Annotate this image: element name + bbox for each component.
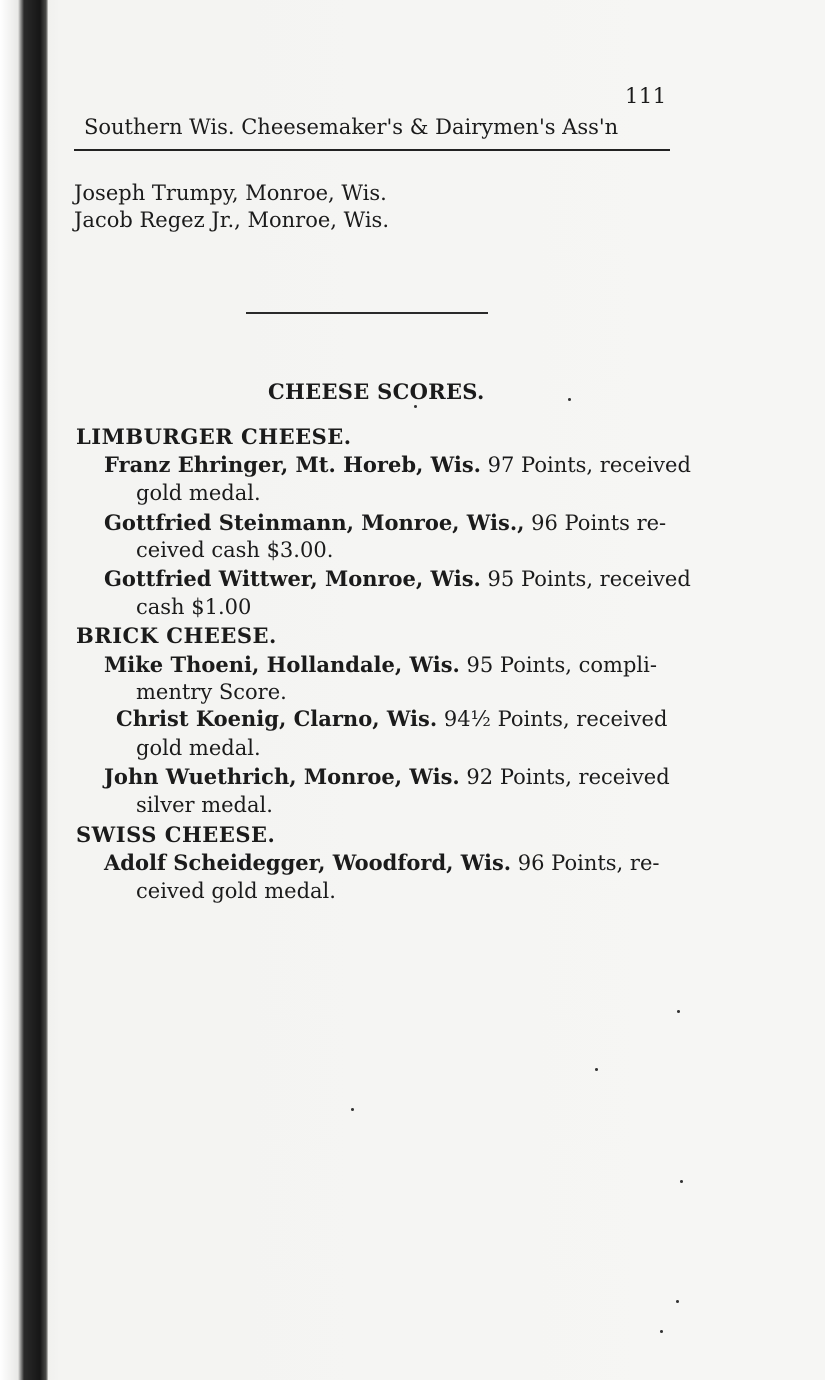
score-entry-line2: ceived cash $3.00.: [136, 538, 334, 562]
paper-speck: [680, 1180, 683, 1183]
paper-speck: [676, 1300, 679, 1303]
entrant-name: Adolf Scheidegger, Woodford, Wis.: [104, 850, 512, 875]
score-entry-line1: [104, 510, 666, 535]
entrant-name: Mike Thoeni, Hollandale, Wis.: [104, 652, 460, 677]
section-title: CHEESE SCORES.: [268, 379, 485, 404]
page-number: 111: [625, 84, 667, 108]
score-text: 94½ Points, received: [437, 707, 668, 731]
score-text: 96 Points re-: [524, 511, 667, 535]
entrant-name: Gottfried Wittwer, Monroe, Wis.: [104, 566, 481, 591]
running-head: Southern Wis. Cheesemaker's & Dairymen's Ass'n: [84, 115, 619, 139]
entrant-name: Gottfried Steinmann, Monroe, Wis.,: [104, 510, 525, 535]
score-text: 95 Points, received: [480, 567, 691, 591]
score-entry-line2: ceived gold medal.: [136, 879, 336, 903]
score-text: 92 Points, received: [459, 765, 670, 789]
score-text: 97 Points, received: [480, 453, 691, 477]
score-text: 96 Points, re-: [511, 851, 660, 875]
score-entry-line1: [104, 652, 657, 677]
paper-speck: [414, 405, 417, 408]
section-divider: [246, 312, 488, 314]
book-binding-edge: [0, 0, 48, 1380]
score-entry-line2: silver medal.: [136, 793, 273, 817]
score-text: 95 Points, compli-: [459, 653, 657, 677]
score-entry-line2: mentry Score.: [136, 680, 287, 704]
category-title-swiss: SWISS CHEESE.: [76, 822, 276, 847]
score-entry-line1: [104, 850, 659, 875]
score-entry-line1: [104, 764, 670, 789]
name-line-2: Jacob Regez Jr., Monroe, Wis.: [74, 208, 389, 232]
entrant-name: Christ Koenig, Clarno, Wis.: [116, 706, 438, 731]
header-rule: [74, 149, 670, 151]
paper-speck: [595, 1068, 598, 1071]
paper-speck: [677, 1010, 680, 1013]
score-entry-line1: [104, 452, 691, 477]
paper-speck: [660, 1330, 663, 1333]
score-entry-line2: gold medal.: [136, 736, 261, 760]
name-line-1: Joseph Trumpy, Monroe, Wis.: [74, 181, 387, 205]
score-entry-line1: [116, 706, 667, 731]
category-title-limburger: LIMBURGER CHEESE.: [76, 424, 352, 449]
entrant-name: John Wuethrich, Monroe, Wis.: [104, 764, 460, 789]
category-title-brick: BRICK CHEESE.: [76, 623, 277, 648]
paper-speck: [351, 1108, 354, 1111]
score-entry-line2: cash $1.00: [136, 595, 252, 619]
score-entry-line2: gold medal.: [136, 481, 261, 505]
entrant-name: Franz Ehringer, Mt. Horeb, Wis.: [104, 452, 481, 477]
score-entry-line1: [104, 566, 691, 591]
paper-speck: [568, 398, 571, 401]
